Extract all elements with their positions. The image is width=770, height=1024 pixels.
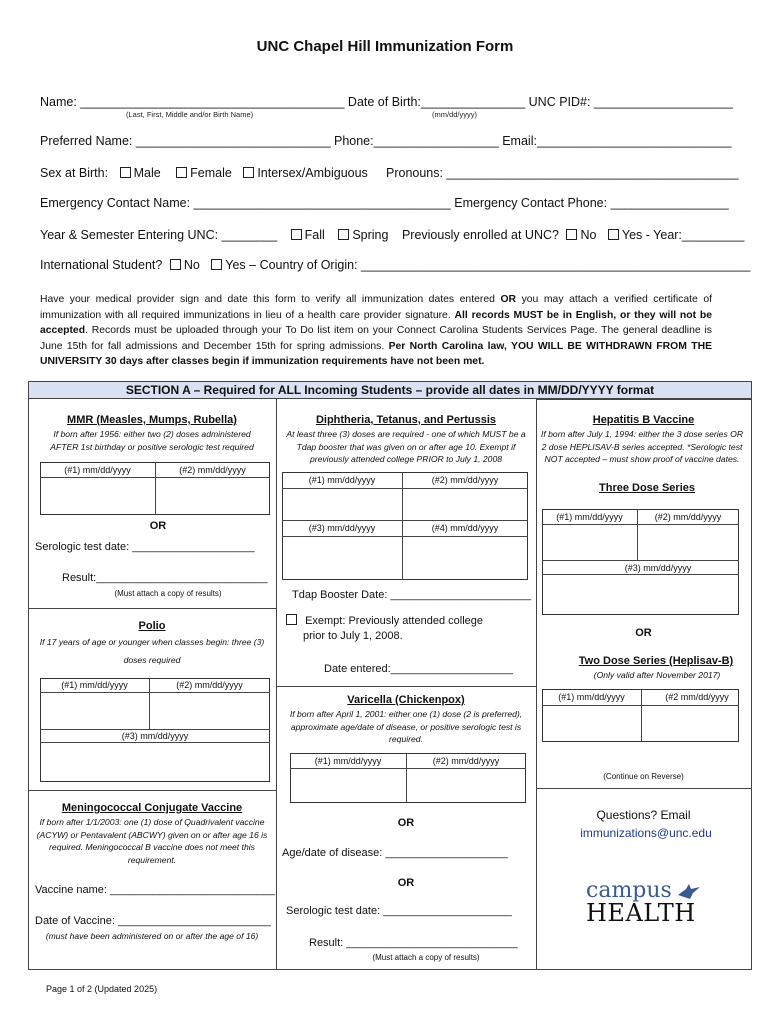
frame-left [28,399,29,970]
polio-dose1-input[interactable] [41,693,148,728]
divider-mmr-polio [28,608,276,609]
heplisav-dose1-label: (#1) mm/dd/yyyy [558,692,625,702]
hepb-dose2-label: (#2) mm/dd/yyyy [654,512,722,522]
spring-label: Spring [352,228,389,242]
intersex-checkbox[interactable] [243,167,254,178]
vaccine-name-field[interactable]: Vaccine name: ___________________________ [35,884,276,896]
spring-checkbox[interactable] [338,229,349,240]
intl-no-label: No [183,258,200,272]
international-label: International Student? [40,258,163,272]
hepb-dose1-input[interactable] [543,525,636,559]
dove-icon [676,883,702,901]
instructions-text-3: . Records must be uploaded through your To Do list item on your Connect Carolina Students Services Page. The general deadline is June 15th for fall admissions and December 15th for spring admissions. [40,325,712,352]
hepb-dose2-input[interactable] [638,525,738,559]
dtp-dose4-input[interactable] [403,537,527,579]
preferred-phone-email-field[interactable]: Preferred Name: ____________________________ Phone:__________________ Email:____________________________ [40,134,732,148]
dtp-dose1-label: (#1) mm/dd/yyyy [308,475,376,485]
dtp-dose4-label: (#4) mm/dd/yyyy [431,523,499,533]
dtp-description: At least three (3) doses are required - one of which MUST be a Tdap booster that was given on or after age 10. Exempt if previously attended college PRIOR to July 1, 2008 [286,429,526,464]
hepb-three-grid-line-2 [542,560,739,561]
polio-dose2-input[interactable] [150,693,269,728]
emergency-contact-field[interactable]: Emergency Contact Name: _____________________________________ Emergency Contact Phone: _________________ [40,196,729,210]
male-label: Male [133,166,161,180]
mmr-dose2-input[interactable] [156,478,269,514]
hepb-title: Hepatitis B Vaccine [592,414,695,426]
hepb-dose3-label: (#3) mm/dd/yyyy [624,563,692,573]
dtp-exempt-label-2: prior to July 1, 2008. [303,630,403,642]
polio-description: If 17 years of age or younger when classes begin: three (3) doses required [39,637,265,665]
vaccine-date-field[interactable]: Date of Vaccine: _________________________ [35,915,271,927]
varicella-description: If born after April 1, 2001: either one (1) dose (2 is preferred), approximate age/date of disease, or positive serologic test is required. [289,709,523,744]
varicella-result-field[interactable]: Result: ____________________________ [309,937,518,949]
polio-grid-line-2 [40,729,270,730]
previously-enrolled-label: Previously enrolled at UNC? [401,228,559,242]
female-label: Female [190,166,232,180]
polio-dose3-label: (#3) mm/dd/yyyy [121,731,189,741]
mmr-description: If born after 1956: either two (2) doses administered AFTER 1st birthday or positive serologic test required [50,429,254,452]
hepb-dose1-label: (#1) mm/dd/yyyy [556,512,623,522]
mmr-dose1-input[interactable] [40,478,154,514]
intl-yes-checkbox[interactable] [211,259,222,270]
instructions-text-1: Have your medical provider sign and date this form to verify all immunization dates entered [40,294,501,305]
year-semester-row [40,228,744,242]
divider-polio-mening [28,790,276,791]
continue-on-reverse: (Continue on Reverse) [603,772,684,781]
polio-dose2-label: (#2) mm/dd/yyyy [176,680,243,690]
meningococcal-description: If born after 1/1/2003: one (1) dose of Quadrivalent vaccine (ACYW) or Pentavalent (ABCWY) given on or after age 16 is required. Meningococcal B vaccine does not meet this requirement. [36,817,268,865]
mmr-result-field[interactable]: Result:____________________________ [62,572,268,584]
varicella-serologic-date-field[interactable]: Serologic test date: _____________________ [286,905,512,917]
polio-dose3-input[interactable] [41,743,269,781]
logo-top-text: campus [586,878,672,903]
fall-checkbox[interactable] [291,229,302,240]
mmr-or: OR [149,520,167,532]
instructions-withdrawal-warning: Per North Carolina law, YOU WILL BE WITHDRAWN FROM THE UNIVERSITY 30 days after classes begin if immunization requirements have not been met. [40,340,712,368]
prev-yes-checkbox[interactable] [608,229,619,240]
instructions-paragraph [40,292,712,370]
varicella-age-disease-field[interactable]: Age/date of disease: ____________________ [282,847,508,859]
instructions-text-2: you may attach a verified certificate of immunization with all required immunizations in lieu of a health care provider signature. [40,294,712,321]
instructions-english-warning: All records MUST be in English, or they will not be accepted [40,309,712,337]
mmr-serologic-date-field[interactable]: Serologic test date: ____________________ [35,541,255,553]
intersex-label: Intersex/Ambiguous [257,166,368,180]
year-semester-field[interactable]: Year & Semester Entering UNC: ________ [40,228,278,242]
sex-label: Sex at Birth: [40,166,109,180]
instructions-or: OR [500,294,517,305]
dtp-date-entered-field[interactable]: Date entered:____________________ [324,663,514,675]
pronouns-field[interactable]: Pronouns: __________________________________________ [386,166,739,180]
contact-email-link[interactable]: immunizations@unc.edu [580,826,712,840]
meningococcal-age-note: (must have been administered on or after the age of 16) [45,931,259,941]
three-dose-series-title: Three Dose Series [599,482,695,494]
dtp-title: Diphtheria, Tetanus, and Pertussis [315,414,497,426]
dtp-exempt-checkbox[interactable] [286,614,297,625]
varicella-dose1-input[interactable] [291,769,405,802]
hepb-or: OR [635,627,652,639]
divider-hepb-contact [536,788,751,789]
hepb-top-border [536,399,751,400]
female-checkbox[interactable] [176,167,187,178]
varicella-dose1-label: (#1) mm/dd/yyyy [314,756,382,766]
mmr-dose1-label: (#1) mm/dd/yyyy [64,465,131,475]
dtp-grid-line-2 [282,520,528,521]
frame-bottom [28,969,752,970]
page-title: UNC Chapel Hill Immunization Form [256,38,514,55]
dtp-dose3-label: (#3) mm/dd/yyyy [308,523,376,533]
fall-label: Fall [304,228,325,242]
tdap-booster-date-field[interactable]: Tdap Booster Date: _______________________ [292,589,532,601]
dtp-exempt-row [286,614,483,627]
intl-no-checkbox[interactable] [170,259,181,270]
varicella-title: Varicella (Chickenpox) [347,694,465,706]
heplisav-valid-note: (Only valid after November 2017) [593,670,721,680]
varicella-dose2-input[interactable] [407,769,525,802]
varicella-or-1: OR [397,817,415,829]
heplisav-dose2-input[interactable] [642,706,738,741]
dtp-dose2-input[interactable] [403,489,527,519]
mmr-attach-note: (Must attach a copy of results) [114,589,222,598]
name-dob-pid-field[interactable]: Name: ______________________________________ Date of Birth:_______________ UNC PID#: ____________________ [40,95,733,109]
hepb-description: If born after July 1, 1994: either the 3 dose series OR 2 dose HEPLISAV-B series accepted. *Serologic test NOT accepted – must show proof of vaccine dates. [540,429,744,464]
mmr-title: MMR (Measles, Mumps, Rubella) [67,414,237,426]
dtp-dose2-label: (#2) mm/dd/yyyy [431,475,499,485]
hepb-dose3-input[interactable] [543,575,738,614]
mmr-dose2-label: (#2) mm/dd/yyyy [179,465,246,475]
two-dose-series-title: Two Dose Series (Heplisav-B) [578,655,734,667]
questions-label: Questions? Email [596,808,691,822]
dtp-dose3-input[interactable] [283,537,401,579]
prev-no-label: No [580,228,597,242]
prev-yes-year-field[interactable]: Yes - Year:_________ [621,228,745,242]
heplisav-dose1-input[interactable] [543,706,640,741]
varicella-or-2: OR [397,877,415,889]
page-footer: Page 1 of 2 (Updated 2025) [46,984,158,994]
male-checkbox[interactable] [120,167,131,178]
meningococcal-title: Meningococcal Conjugate Vaccine [61,802,243,814]
sex-at-birth-row [40,166,368,180]
polio-title: Polio [138,620,166,632]
divider-dtp-varicella [276,686,536,687]
heplisav-dose2-label: (#2 mm/dd/yyyy [665,692,729,702]
varicella-attach-note: (Must attach a copy of results) [372,953,480,962]
polio-dose1-label: (#1) mm/dd/yyyy [61,680,128,690]
varicella-dose2-label: (#2) mm/dd/yyyy [432,756,500,766]
international-row [40,258,750,272]
dtp-dose1-input[interactable] [283,489,401,519]
dob-hint: (mm/dd/yyyy) [432,110,477,119]
logo-bottom-text: HEALTH [586,899,696,927]
prev-no-checkbox[interactable] [566,229,577,240]
section-a-header: SECTION A – Required for ALL Incoming Students – provide all dates in MM/DD/YYYY format [28,381,752,399]
dtp-exempt-label: Exempt: Previously attended college [305,615,483,627]
country-of-origin-field[interactable]: Yes – Country of Origin: ________________________________________________________ [225,258,751,272]
name-hint: (Last, First, Middle and/or Birth Name) [126,110,254,119]
